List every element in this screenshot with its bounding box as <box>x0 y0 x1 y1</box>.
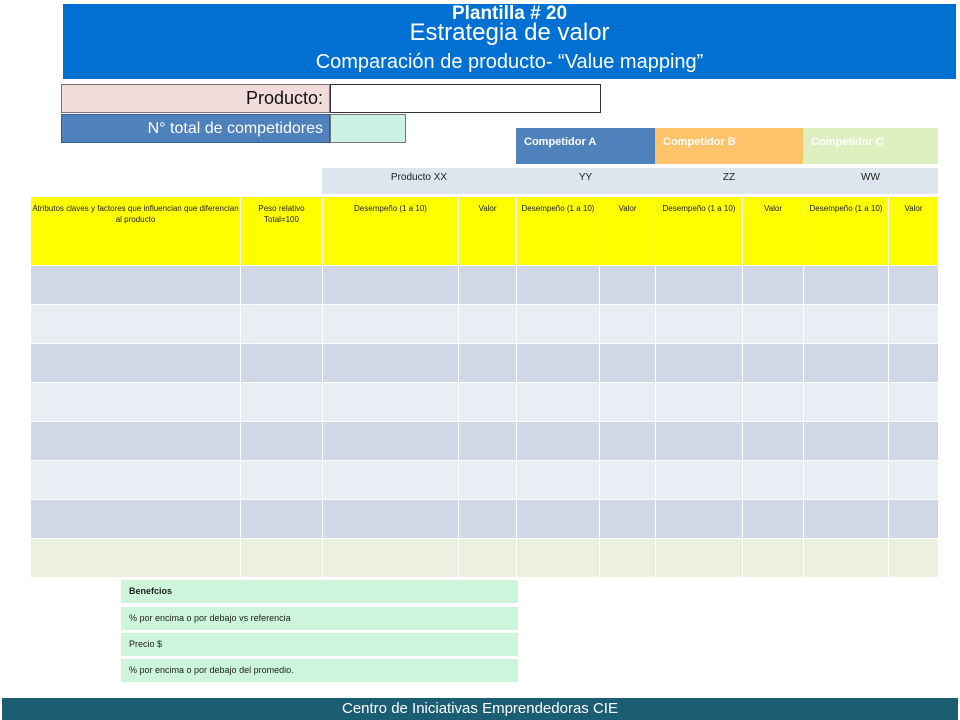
product-label: Producto: <box>61 84 330 113</box>
table-cell[interactable] <box>517 500 600 539</box>
product-field[interactable] <box>330 84 601 113</box>
competitor-c-header: Competidor C <box>803 128 938 164</box>
table-cell[interactable] <box>459 539 517 578</box>
table-cell[interactable] <box>517 539 600 578</box>
table-total-row <box>31 539 939 578</box>
table-cell[interactable] <box>241 305 323 344</box>
table-cell[interactable] <box>600 461 656 500</box>
table-cell[interactable] <box>241 266 323 305</box>
table-cell[interactable] <box>241 500 323 539</box>
table-cell[interactable] <box>31 383 241 422</box>
benefits-vs-average: % por encima o por debajo del promedio. <box>121 659 518 682</box>
competitors-count-label: N° total de competidores <box>61 114 330 143</box>
table-cell[interactable] <box>804 461 889 500</box>
page-title: Estrategia de valor <box>409 19 610 46</box>
table-cell[interactable] <box>656 266 743 305</box>
table-cell[interactable] <box>517 422 600 461</box>
table-cell[interactable] <box>804 500 889 539</box>
table-cell[interactable] <box>656 383 743 422</box>
table-cell[interactable] <box>459 266 517 305</box>
header-performance-zz: Desempeño (1 a 10) <box>656 197 743 266</box>
header-performance-xx: Desempeño (1 a 10) <box>323 197 459 266</box>
footer: Centro de Iniciativas Emprendedoras CIE <box>2 698 958 720</box>
table-row <box>31 383 939 422</box>
table-cell[interactable] <box>889 266 939 305</box>
competitors-count-field[interactable] <box>330 114 406 143</box>
table-cell[interactable] <box>656 539 743 578</box>
table-cell[interactable] <box>600 344 656 383</box>
table-cell[interactable] <box>600 383 656 422</box>
product-name-xx: Producto XX <box>322 168 516 194</box>
page-subtitle: Comparación de producto- “Value mapping” <box>315 51 704 73</box>
header-value-xx: Valor <box>459 197 517 266</box>
product-name-ww: WW <box>803 168 938 194</box>
table-cell[interactable] <box>656 305 743 344</box>
table-row <box>31 344 939 383</box>
table-cell[interactable] <box>323 344 459 383</box>
value-mapping-table <box>30 196 939 578</box>
table-cell[interactable] <box>889 344 939 383</box>
table-cell[interactable] <box>889 500 939 539</box>
table-cell[interactable] <box>323 539 459 578</box>
table-cell[interactable] <box>517 344 600 383</box>
table-cell[interactable] <box>600 266 656 305</box>
table-cell[interactable] <box>804 539 889 578</box>
benefits-header: Benefcios <box>121 580 518 603</box>
table-cell[interactable] <box>459 461 517 500</box>
table-cell[interactable] <box>889 422 939 461</box>
table-cell[interactable] <box>804 305 889 344</box>
table-row <box>31 305 939 344</box>
table-cell[interactable] <box>323 461 459 500</box>
table-cell[interactable] <box>459 344 517 383</box>
header-performance-ww: Desempeño (1 a 10) <box>804 197 889 266</box>
table-cell[interactable] <box>743 305 804 344</box>
table-cell[interactable] <box>517 305 600 344</box>
table-cell[interactable] <box>241 461 323 500</box>
benefits-price: Precio $ <box>121 633 518 656</box>
table-cell[interactable] <box>323 383 459 422</box>
header-weight: Peso relativo Total=100 <box>241 197 323 266</box>
table-cell[interactable] <box>241 539 323 578</box>
table-cell[interactable] <box>743 344 804 383</box>
template-number: Plantilla # 20 <box>451 3 568 24</box>
table-row <box>31 461 939 500</box>
table-cell[interactable] <box>459 305 517 344</box>
header-value-ww: Valor <box>889 197 939 266</box>
table-cell[interactable] <box>804 344 889 383</box>
table-row <box>31 422 939 461</box>
table-cell[interactable] <box>323 500 459 539</box>
table-cell[interactable] <box>241 383 323 422</box>
competitor-a-header: Competidor A <box>516 128 655 164</box>
table-cell[interactable] <box>889 461 939 500</box>
table-cell[interactable] <box>323 305 459 344</box>
header-value-yy: Valor <box>600 197 656 266</box>
table-cell[interactable] <box>656 344 743 383</box>
table-cell[interactable] <box>600 305 656 344</box>
table-cell[interactable] <box>889 383 939 422</box>
table-header-row <box>31 197 939 266</box>
table-cell[interactable] <box>517 383 600 422</box>
table-cell[interactable] <box>889 305 939 344</box>
table-cell[interactable] <box>656 500 743 539</box>
header-value-zz: Valor <box>743 197 804 266</box>
benefits-vs-reference: % por encima o por debajo vs referencia <box>121 607 518 630</box>
table-cell[interactable] <box>31 539 241 578</box>
product-name-yy: YY <box>516 168 655 194</box>
table-cell[interactable] <box>600 539 656 578</box>
table-cell[interactable] <box>600 500 656 539</box>
table-cell[interactable] <box>517 461 600 500</box>
competitor-b-header: Competidor B <box>655 128 803 164</box>
header-attributes: Atributos claves y factores que influencian que diferencian al producto <box>31 197 241 266</box>
table-cell[interactable] <box>241 344 323 383</box>
table-cell[interactable] <box>804 383 889 422</box>
table-row <box>31 500 939 539</box>
table-cell[interactable] <box>31 266 241 305</box>
table-cell[interactable] <box>743 461 804 500</box>
table-cell[interactable] <box>459 383 517 422</box>
table-cell[interactable] <box>656 422 743 461</box>
product-name-zz: ZZ <box>655 168 803 194</box>
table-cell[interactable] <box>656 461 743 500</box>
table-cell[interactable] <box>804 266 889 305</box>
table-cell[interactable] <box>31 344 241 383</box>
table-cell[interactable] <box>323 266 459 305</box>
table-row <box>31 266 939 305</box>
table-cell[interactable] <box>743 539 804 578</box>
table-cell[interactable] <box>241 422 323 461</box>
table-cell[interactable] <box>31 461 241 500</box>
table-cell[interactable] <box>889 539 939 578</box>
table-cell[interactable] <box>600 422 656 461</box>
table-cell[interactable] <box>517 266 600 305</box>
header-performance-yy: Desempeño (1 a 10) <box>517 197 600 266</box>
table-cell[interactable] <box>31 422 241 461</box>
table-cell[interactable] <box>743 500 804 539</box>
table-cell[interactable] <box>459 500 517 539</box>
table-cell[interactable] <box>743 383 804 422</box>
table-cell[interactable] <box>743 266 804 305</box>
table-cell[interactable] <box>804 422 889 461</box>
table-cell[interactable] <box>459 422 517 461</box>
table-cell[interactable] <box>323 422 459 461</box>
table-cell[interactable] <box>743 422 804 461</box>
table-cell[interactable] <box>31 500 241 539</box>
table-cell[interactable] <box>31 305 241 344</box>
header-banner <box>63 4 956 79</box>
